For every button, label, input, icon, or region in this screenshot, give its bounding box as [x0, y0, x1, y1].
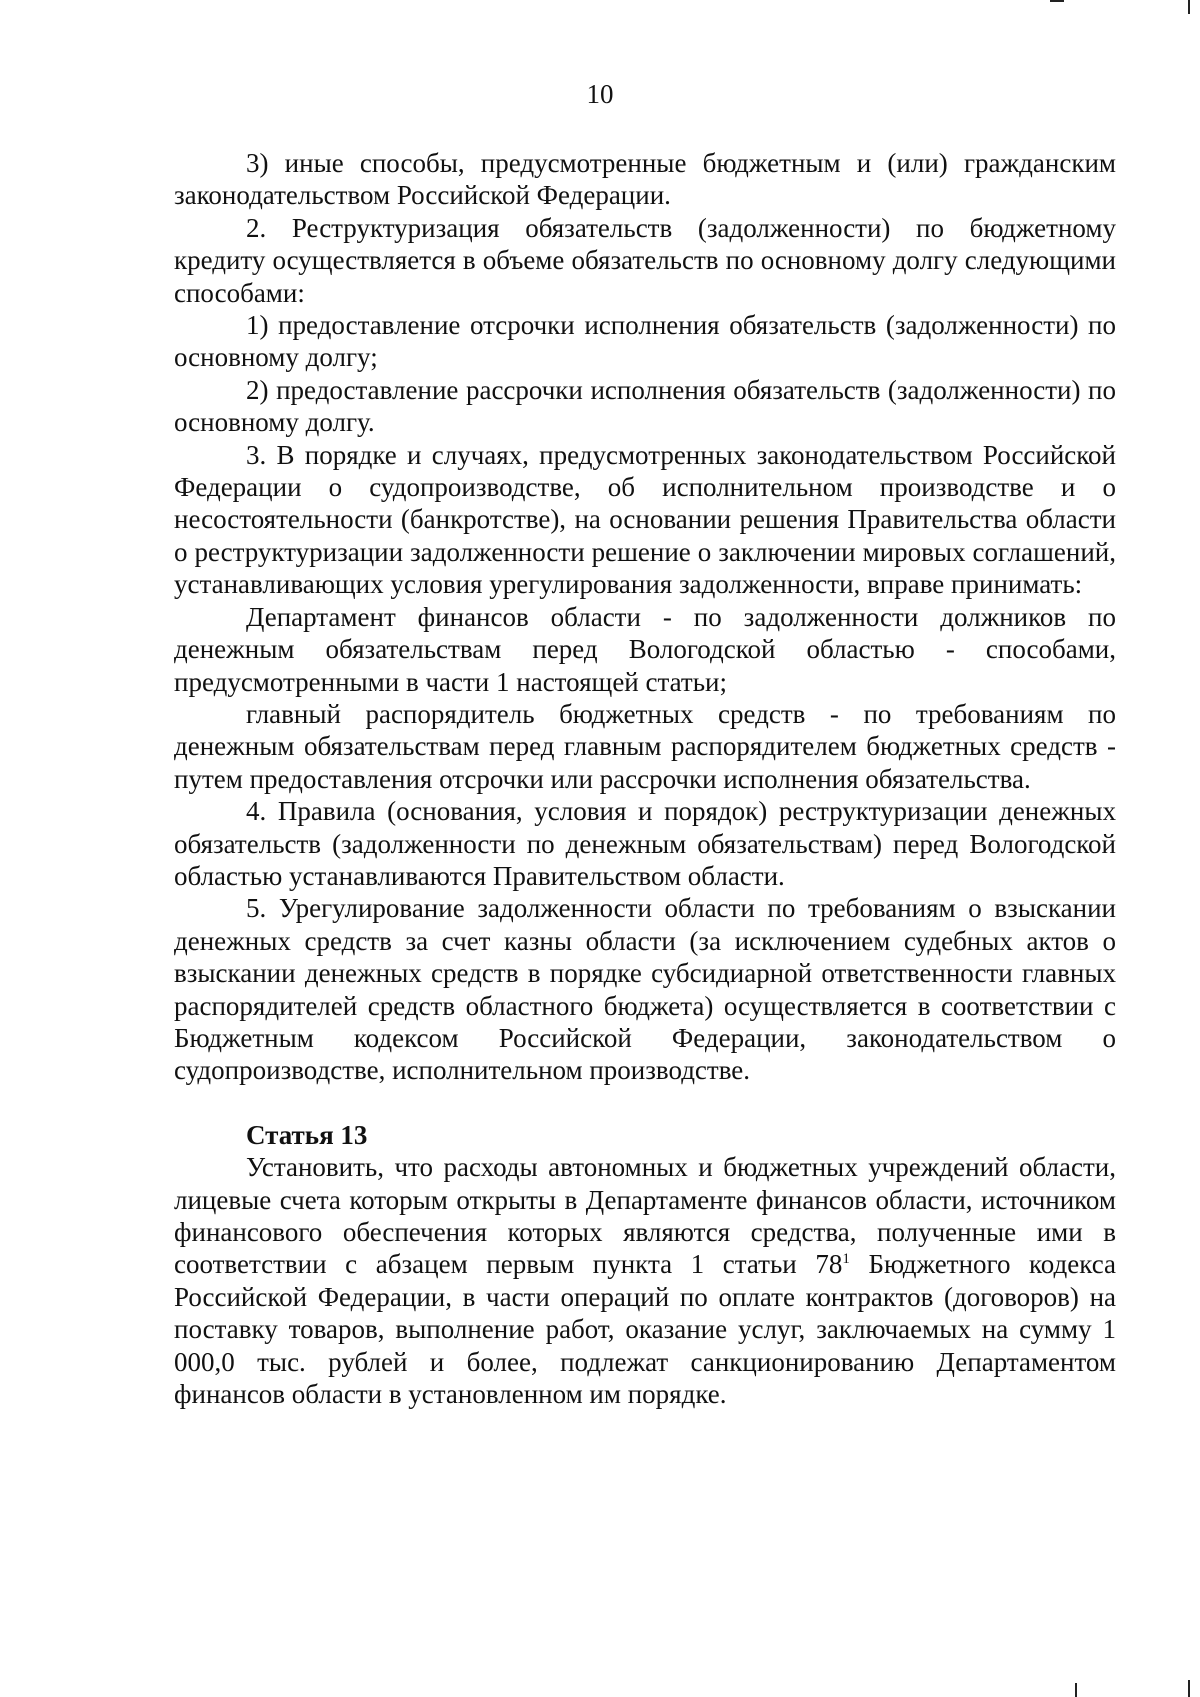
paragraph: 3. В порядке и случаях, предусмотренных законодательством Российской Федерации о судопроизводстве, об исполнительном производстве и о несостоятельности (банкротстве), на основании решения Правительства области о реструктуризации задолженности решение о заключении мировых соглашений, устанавливающих условия урегулирования задолженности, вправе принимать:: [174, 439, 1116, 600]
scan-mark: [1050, 0, 1064, 2]
superscript: 1: [842, 1251, 850, 1268]
paragraph: 2) предоставление рассрочки исполнения обязательств (задолженности) по основному долгу.: [174, 374, 1116, 438]
paragraph: 2. Реструктуризация обязательств (задолженности) по бюджетному кредиту осуществляется в объеме обязательств по основному долгу следующими способами:: [174, 212, 1116, 308]
paragraph: Департамент финансов области - по задолженности должников по денежным обязательствам перед Вологодской областью - способами, предусмотренными в части 1 настоящей статьи;: [174, 601, 1116, 697]
paragraph: главный распорядитель бюджетных средств - по требованиям по денежным обязательствам перед главным распорядителем бюджетных средств - путем предоставления отсрочки или рассрочки исполнения обязательства.: [174, 698, 1116, 794]
paragraph: 5. Урегулирование задолженности области по требованиям о взыскании денежных средств за счет казны области (за исключением судебных актов о взыскании денежных средств в порядке субсидиарной ответственности главных распорядителей средств областного бюджета) осуществляется в соответствии с Бюджетным кодексом Российской Федерации, законодательством о судопроизводстве, исполнительном производстве.: [174, 893, 1116, 1086]
article-paragraph: [174, 1151, 1116, 1410]
paragraph: 4. Правила (основания, условия и порядок) реструктуризации денежных обязательств (задолженности по денежным обязательствам) перед Вологодской областью устанавливаются Правительством области.: [174, 796, 1116, 891]
document-body: [174, 147, 1116, 1410]
scan-mark: [1188, 1680, 1190, 1697]
scan-mark: [1075, 1683, 1077, 1697]
paragraph: 3) иные способы, предусмотренные бюджетным и (или) гражданским законодательством Российской Федерации.: [174, 148, 1116, 211]
page-number: 10: [586, 79, 614, 109]
article-heading: Статья 13: [246, 1119, 368, 1150]
scan-mark: [1188, 0, 1190, 14]
article-text-start: Установить, что расходы автономных и бюджетных учреждений области, лицевые счета которым открыты в Департаменте финансов области, источником финансового обеспечения которых являются средства, полученные ими в соответствии с абзацем первым пункта 1 статьи 78: [174, 1152, 1116, 1280]
article-text-end: Бюджетного кодекса Российской Федерации, в части операций по оплате контрактов (договоров) на поставку товаров, выполнение работ, оказание услуг, заключаемых на сумму 1 000,0 тыс. рублей и более, подлежат санкционированию Департаментом финансов области в установленном им порядке.: [174, 1249, 1116, 1410]
paragraph: 1) предоставление отсрочки исполнения обязательств (задолженности) по основному долгу;: [174, 310, 1116, 373]
